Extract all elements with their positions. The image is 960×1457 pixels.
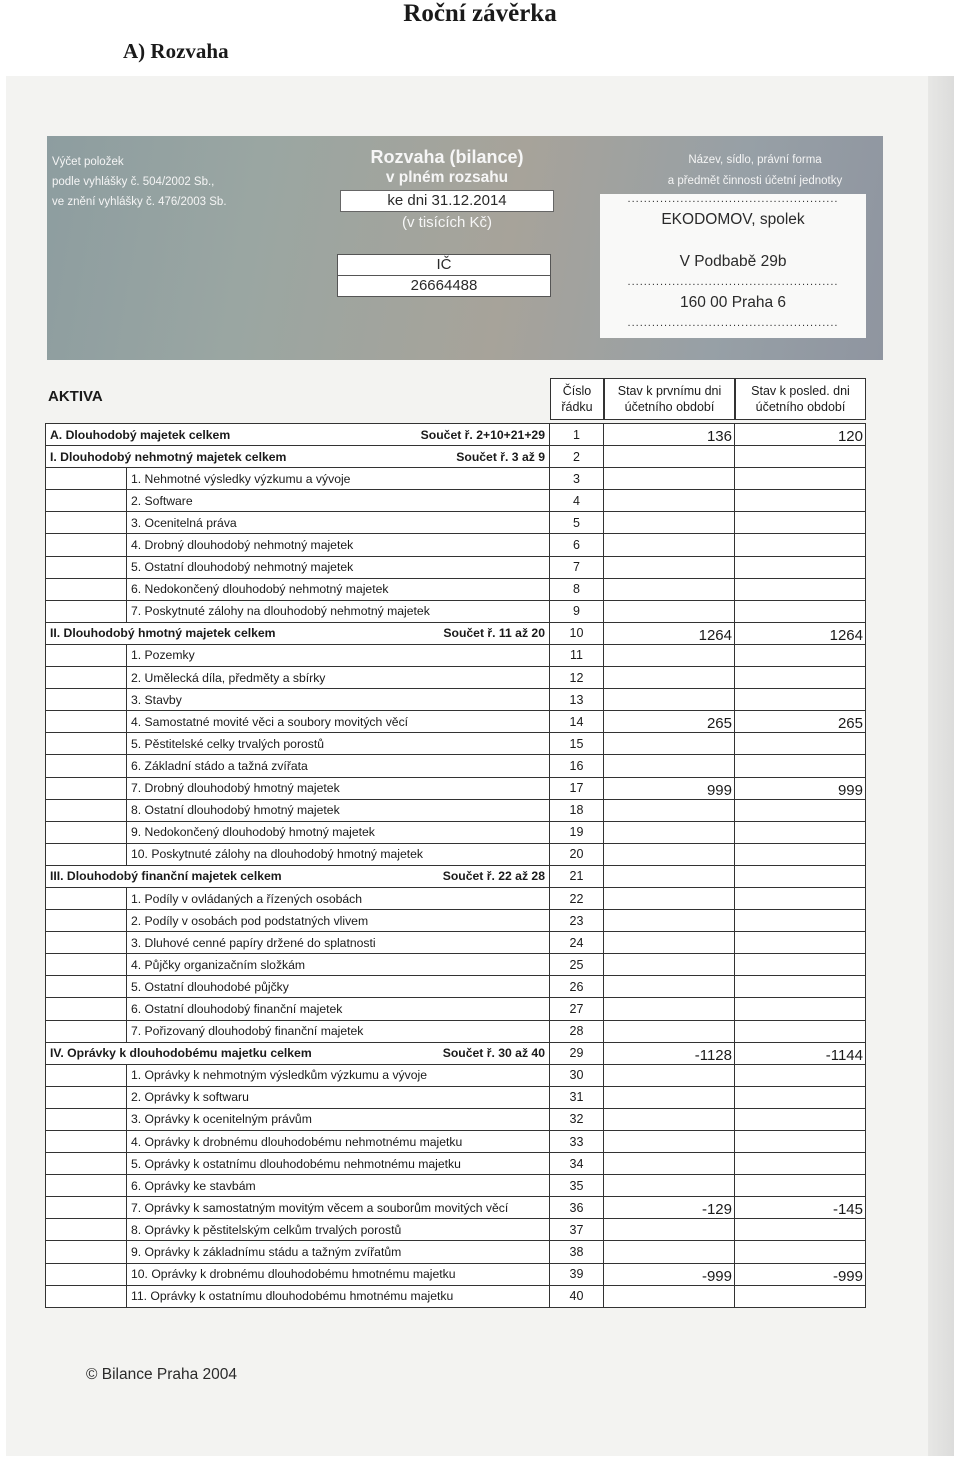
form-subtitle: v plném rozsahu bbox=[385, 169, 509, 186]
value-first-day bbox=[604, 1286, 735, 1307]
value-last-day bbox=[735, 1219, 866, 1240]
row-label: 1. Podíly v ovládaných a řízených osobách bbox=[131, 891, 363, 906]
row-label-cell bbox=[45, 1065, 550, 1086]
value-first-day: -129 bbox=[604, 1197, 735, 1218]
table-row bbox=[45, 1043, 866, 1065]
entity-box bbox=[600, 194, 866, 338]
row-sum-formula: Součet ř. 30 až 40 bbox=[442, 1046, 545, 1061]
value-last-day bbox=[735, 512, 866, 533]
table-row bbox=[45, 932, 866, 954]
row-label-cell bbox=[45, 490, 550, 511]
table-row bbox=[45, 1241, 866, 1263]
value-first-day bbox=[604, 557, 735, 578]
row-number: 21 bbox=[550, 866, 604, 887]
table-row bbox=[45, 976, 866, 998]
row-label: 4. Půjčky organizačním složkám bbox=[131, 957, 306, 972]
row-number: 1 bbox=[550, 424, 604, 445]
value-first-day bbox=[604, 822, 735, 843]
value-last-day bbox=[735, 1065, 866, 1086]
table-row bbox=[45, 490, 866, 512]
value-last-day bbox=[735, 557, 866, 578]
row-label-cell bbox=[45, 1175, 550, 1196]
row-label: 4. Samostatné movité věci a soubory movitých věcí bbox=[131, 714, 409, 729]
value-last-day bbox=[735, 1087, 866, 1108]
table-row bbox=[45, 468, 866, 490]
row-label-cell bbox=[45, 998, 550, 1019]
value-first-day bbox=[604, 512, 735, 533]
table-row bbox=[45, 1131, 866, 1153]
value-first-day: 265 bbox=[604, 711, 735, 732]
row-label-cell bbox=[45, 888, 550, 909]
table-row bbox=[45, 446, 866, 468]
table-row bbox=[45, 1109, 866, 1131]
scanned-form bbox=[6, 76, 954, 1456]
page-title: Roční závěrka bbox=[403, 0, 557, 27]
value-last-day: -999 bbox=[735, 1264, 866, 1285]
row-number: 29 bbox=[550, 1043, 604, 1064]
table-row bbox=[45, 1087, 866, 1109]
row-number: 34 bbox=[550, 1153, 604, 1174]
row-label-cell bbox=[45, 667, 550, 688]
value-first-day bbox=[604, 1109, 735, 1130]
table-row bbox=[45, 888, 866, 910]
value-last-day bbox=[735, 844, 866, 865]
value-first-day bbox=[604, 954, 735, 975]
value-first-day bbox=[604, 976, 735, 997]
table-row bbox=[45, 1065, 866, 1087]
row-label: 5. Ostatní dlouhodobé půjčky bbox=[131, 979, 289, 994]
row-label-cell bbox=[45, 954, 550, 975]
value-first-day bbox=[604, 645, 735, 666]
value-first-day bbox=[604, 866, 735, 887]
value-last-day bbox=[735, 689, 866, 710]
value-last-day bbox=[735, 888, 866, 909]
value-last-day bbox=[735, 866, 866, 887]
table-row bbox=[45, 689, 866, 711]
regulation-note bbox=[52, 152, 227, 212]
value-first-day: -999 bbox=[604, 1264, 735, 1285]
value-first-day bbox=[604, 667, 735, 688]
regulation-note-line: ve znění vyhlášky č. 476/2003 Sb. bbox=[52, 196, 227, 208]
row-label-cell bbox=[45, 778, 550, 799]
row-label: IV. Oprávky k dlouhodobému majetku celkem bbox=[50, 1046, 312, 1061]
row-label-cell bbox=[45, 1021, 550, 1042]
value-last-day bbox=[735, 468, 866, 489]
row-label-cell bbox=[45, 1087, 550, 1108]
value-first-day bbox=[604, 1065, 735, 1086]
row-label-cell bbox=[45, 822, 550, 843]
value-first-day bbox=[604, 844, 735, 865]
regulation-note-line: Výčet položek bbox=[52, 156, 124, 168]
value-first-day bbox=[604, 755, 735, 776]
row-label-cell bbox=[45, 534, 550, 555]
column-header-first-day: Stav k prvnímu dni účetního období bbox=[604, 378, 735, 420]
aktiva-heading: AKTIVA bbox=[48, 388, 103, 405]
table-row bbox=[45, 1197, 866, 1219]
value-last-day bbox=[735, 579, 866, 600]
value-last-day bbox=[735, 1286, 866, 1307]
table-row bbox=[45, 1286, 866, 1308]
table-row bbox=[45, 866, 866, 888]
row-label: 6. Oprávky ke stavbám bbox=[131, 1178, 256, 1193]
row-label-cell bbox=[45, 733, 550, 754]
row-number: 17 bbox=[550, 778, 604, 799]
value-first-day: -1128 bbox=[604, 1043, 735, 1064]
value-first-day bbox=[604, 998, 735, 1019]
row-label-cell bbox=[45, 446, 550, 467]
value-first-day bbox=[604, 1241, 735, 1262]
row-label-cell bbox=[45, 579, 550, 600]
table-row bbox=[45, 512, 866, 534]
row-label-cell bbox=[45, 755, 550, 776]
value-last-day bbox=[735, 534, 866, 555]
row-label-cell bbox=[45, 1197, 550, 1218]
table-row bbox=[45, 800, 866, 822]
row-number: 27 bbox=[550, 998, 604, 1019]
row-label-cell bbox=[45, 976, 550, 997]
table-row bbox=[45, 711, 866, 733]
row-number: 15 bbox=[550, 733, 604, 754]
value-last-day bbox=[735, 490, 866, 511]
value-first-day bbox=[604, 468, 735, 489]
value-last-day bbox=[735, 667, 866, 688]
row-label: 5. Pěstitelské celky trvalých porostů bbox=[131, 736, 325, 751]
row-number: 8 bbox=[550, 579, 604, 600]
value-last-day bbox=[735, 755, 866, 776]
row-number: 39 bbox=[550, 1264, 604, 1285]
row-number: 9 bbox=[550, 601, 604, 622]
column-header-last-day: Stav k posled. dni účetního období bbox=[735, 378, 866, 420]
table-row bbox=[45, 645, 866, 667]
row-label-cell bbox=[45, 645, 550, 666]
row-number: 22 bbox=[550, 888, 604, 909]
row-label: 3. Stavby bbox=[131, 692, 182, 707]
ic-box bbox=[337, 254, 551, 297]
value-first-day bbox=[604, 1087, 735, 1108]
row-label: 1. Oprávky k nehmotným výsledkům výzkumu a vývoje bbox=[131, 1068, 427, 1083]
copyright-footer: © Bilance Praha 2004 bbox=[86, 1366, 238, 1383]
row-label-cell bbox=[45, 1153, 550, 1174]
row-label-cell bbox=[45, 557, 550, 578]
value-first-day bbox=[604, 490, 735, 511]
row-number: 23 bbox=[550, 910, 604, 931]
row-sum-formula: Součet ř. 3 až 9 bbox=[456, 449, 545, 464]
table-row bbox=[45, 1175, 866, 1197]
table-row bbox=[45, 1264, 866, 1286]
value-last-day bbox=[735, 1175, 866, 1196]
table-row bbox=[45, 557, 866, 579]
value-first-day bbox=[604, 1219, 735, 1240]
table-row bbox=[45, 844, 866, 866]
row-label: A. Dlouhodobý majetek celkem bbox=[50, 427, 231, 442]
value-first-day bbox=[604, 446, 735, 467]
table-row bbox=[45, 910, 866, 932]
row-label-cell bbox=[45, 932, 550, 953]
row-number: 37 bbox=[550, 1219, 604, 1240]
value-last-day bbox=[735, 976, 866, 997]
row-label: 3. Dluhové cenné papíry držené do splatnosti bbox=[131, 935, 376, 950]
value-last-day bbox=[735, 800, 866, 821]
row-number: 35 bbox=[550, 1175, 604, 1196]
row-number: 2 bbox=[550, 446, 604, 467]
row-label-cell bbox=[45, 1241, 550, 1262]
report-date: ke dni 31.12.2014 bbox=[340, 190, 554, 212]
dotted-line: .................................................... bbox=[627, 194, 839, 205]
currency-unit: (v tisících Kč) bbox=[401, 214, 492, 231]
row-label: 7. Poskytnuté zálohy na dlouhodobý nehmotný majetek bbox=[131, 604, 430, 619]
row-label: 6. Základní stádo a tažná zvířata bbox=[131, 758, 308, 773]
table-row bbox=[45, 755, 866, 777]
value-first-day bbox=[604, 579, 735, 600]
row-label: 3. Ocenitelná práva bbox=[131, 515, 237, 530]
value-first-day bbox=[604, 689, 735, 710]
entity-caption bbox=[637, 150, 873, 192]
value-last-day bbox=[735, 822, 866, 843]
value-last-day bbox=[735, 645, 866, 666]
row-label: 2. Podíly v osobách pod podstatných vlivem bbox=[131, 913, 369, 928]
form-header bbox=[47, 136, 883, 360]
row-number: 11 bbox=[550, 645, 604, 666]
table-row bbox=[45, 733, 866, 755]
form-title-block bbox=[327, 146, 567, 233]
table-row bbox=[45, 954, 866, 976]
row-number: 3 bbox=[550, 468, 604, 489]
entity-caption-line: Název, sídlo, právní forma bbox=[688, 154, 822, 166]
row-label: 9. Nedokončený dlouhodobý hmotný majetek bbox=[131, 825, 375, 840]
value-first-day bbox=[604, 910, 735, 931]
value-last-day bbox=[735, 733, 866, 754]
row-label: I. Dlouhodobý nehmotný majetek celkem bbox=[50, 449, 287, 464]
row-number: 28 bbox=[550, 1021, 604, 1042]
row-number: 20 bbox=[550, 844, 604, 865]
value-last-day: 265 bbox=[735, 711, 866, 732]
row-number: 40 bbox=[550, 1286, 604, 1307]
row-number: 32 bbox=[550, 1109, 604, 1130]
row-label: 7. Pořizovaný dlouhodobý finanční majetek bbox=[131, 1024, 364, 1039]
ic-value: 26664488 bbox=[338, 275, 550, 296]
row-label: II. Dlouhodobý hmotný majetek celkem bbox=[50, 626, 276, 641]
row-number: 19 bbox=[550, 822, 604, 843]
value-first-day bbox=[604, 1153, 735, 1174]
row-number: 4 bbox=[550, 490, 604, 511]
row-label-cell bbox=[45, 1131, 550, 1152]
value-first-day bbox=[604, 800, 735, 821]
value-last-day: 120 bbox=[735, 424, 866, 445]
table-row bbox=[45, 623, 866, 645]
value-last-day bbox=[735, 998, 866, 1019]
row-label-cell bbox=[45, 844, 550, 865]
row-label-cell bbox=[45, 468, 550, 489]
table-row bbox=[45, 822, 866, 844]
row-number: 13 bbox=[550, 689, 604, 710]
value-first-day bbox=[604, 1131, 735, 1152]
row-number: 12 bbox=[550, 667, 604, 688]
row-label-cell bbox=[45, 1219, 550, 1240]
row-label: 1. Pozemky bbox=[131, 648, 195, 663]
row-label: 10. Poskytnuté zálohy na dlouhodobý hmotný majetek bbox=[131, 847, 424, 862]
value-last-day bbox=[735, 1109, 866, 1130]
regulation-note-line: podle vyhlášky č. 504/2002 Sb., bbox=[52, 176, 215, 188]
row-label: III. Dlouhodobý finanční majetek celkem bbox=[50, 869, 282, 884]
row-label: 5. Oprávky k ostatnímu dlouhodobému nehmotnému majetku bbox=[131, 1156, 461, 1171]
row-label: 2. Umělecká díla, předměty a sbírky bbox=[131, 670, 326, 685]
value-last-day: -145 bbox=[735, 1197, 866, 1218]
ic-label: IČ bbox=[436, 256, 452, 273]
row-label: 6. Nedokončený dlouhodobý nehmotný majetek bbox=[131, 582, 389, 597]
table-row bbox=[45, 778, 866, 800]
column-header-row-number: Číslo řádku bbox=[550, 378, 604, 420]
row-label: 11. Oprávky k ostatnímu dlouhodobému hmotnému majetku bbox=[131, 1289, 454, 1304]
row-label-cell bbox=[45, 601, 550, 622]
table-row bbox=[45, 534, 866, 556]
balance-table bbox=[45, 423, 866, 1308]
row-label-cell bbox=[45, 1043, 550, 1064]
value-first-day bbox=[604, 534, 735, 555]
row-label: 10. Oprávky k drobnému dlouhodobému hmotnému majetku bbox=[131, 1267, 456, 1282]
value-first-day bbox=[604, 888, 735, 909]
row-label-cell bbox=[45, 1109, 550, 1130]
table-row bbox=[45, 667, 866, 689]
row-label: 4. Oprávky k drobnému dlouhodobému nehmotnému majetku bbox=[131, 1134, 463, 1149]
row-label-cell bbox=[45, 910, 550, 931]
row-label: 2. Software bbox=[131, 493, 193, 508]
row-number: 31 bbox=[550, 1087, 604, 1108]
row-number: 38 bbox=[550, 1241, 604, 1262]
row-number: 18 bbox=[550, 800, 604, 821]
row-label: 1. Nehmotné výsledky výzkumu a vývoje bbox=[131, 471, 351, 486]
value-first-day: 999 bbox=[604, 778, 735, 799]
value-last-day: -1144 bbox=[735, 1043, 866, 1064]
value-first-day bbox=[604, 1175, 735, 1196]
row-label-cell bbox=[45, 689, 550, 710]
form-title: Rozvaha (bilance) bbox=[370, 147, 524, 167]
row-number: 25 bbox=[550, 954, 604, 975]
value-last-day: 1264 bbox=[735, 623, 866, 644]
row-sum-formula: Součet ř. 2+10+21+29 bbox=[420, 427, 545, 442]
value-last-day bbox=[735, 954, 866, 975]
row-number: 10 bbox=[550, 623, 604, 644]
entity-caption-line: a předmět činnosti účetní jednotky bbox=[667, 175, 843, 187]
row-number: 24 bbox=[550, 932, 604, 953]
row-sum-formula: Součet ř. 22 až 28 bbox=[442, 869, 545, 884]
entity-name: EKODOMOV, spolek bbox=[661, 211, 805, 228]
row-label: 3. Oprávky k ocenitelným právům bbox=[131, 1112, 312, 1127]
row-label: 2. Oprávky k softwaru bbox=[131, 1090, 249, 1105]
row-label-cell bbox=[45, 800, 550, 821]
table-row bbox=[45, 601, 866, 623]
value-first-day bbox=[604, 601, 735, 622]
row-label: 7. Oprávky k samostatným movitým věcem a souborům movitých věcí bbox=[131, 1200, 509, 1215]
entity-city: 160 00 Praha 6 bbox=[679, 294, 786, 311]
value-last-day bbox=[735, 1131, 866, 1152]
value-last-day bbox=[735, 446, 866, 467]
table-row bbox=[45, 579, 866, 601]
row-label-cell bbox=[45, 866, 550, 887]
row-label-cell bbox=[45, 1286, 550, 1307]
value-last-day bbox=[735, 932, 866, 953]
row-label: 5. Ostatní dlouhodobý nehmotný majetek bbox=[131, 560, 354, 575]
row-number: 6 bbox=[550, 534, 604, 555]
table-row bbox=[45, 1021, 866, 1043]
value-first-day bbox=[604, 1021, 735, 1042]
value-first-day bbox=[604, 733, 735, 754]
dotted-line: .................................................... bbox=[627, 318, 839, 329]
value-first-day bbox=[604, 932, 735, 953]
table-row bbox=[45, 1219, 866, 1241]
row-label: 4. Drobný dlouhodobý nehmotný majetek bbox=[131, 538, 354, 553]
row-number: 7 bbox=[550, 557, 604, 578]
row-label-cell bbox=[45, 424, 550, 445]
section-label: A) Rozvaha bbox=[123, 39, 229, 63]
table-row bbox=[45, 1153, 866, 1175]
value-last-day bbox=[735, 1153, 866, 1174]
value-last-day: 999 bbox=[735, 778, 866, 799]
value-first-day: 1264 bbox=[604, 623, 735, 644]
row-number: 30 bbox=[550, 1065, 604, 1086]
entity-street: V Podbabě 29b bbox=[679, 253, 787, 270]
row-number: 26 bbox=[550, 976, 604, 997]
table-row bbox=[45, 424, 866, 446]
value-last-day bbox=[735, 910, 866, 931]
row-label-cell bbox=[45, 1264, 550, 1285]
row-label: 8. Oprávky k pěstitelským celkům trvalých porostů bbox=[131, 1222, 402, 1237]
value-first-day: 136 bbox=[604, 424, 735, 445]
row-number: 33 bbox=[550, 1131, 604, 1152]
dotted-line: .................................................... bbox=[627, 277, 839, 288]
row-label: 7. Drobný dlouhodobý hmotný majetek bbox=[131, 781, 340, 796]
row-label: 9. Oprávky k základnímu stádu a tažným zvířatům bbox=[131, 1245, 402, 1260]
row-label-cell bbox=[45, 512, 550, 533]
value-last-day bbox=[735, 1021, 866, 1042]
row-number: 36 bbox=[550, 1197, 604, 1218]
row-number: 16 bbox=[550, 755, 604, 776]
row-sum-formula: Součet ř. 11 až 20 bbox=[443, 626, 545, 641]
row-number: 5 bbox=[550, 512, 604, 533]
row-label-cell bbox=[45, 711, 550, 732]
row-label: 8. Ostatní dlouhodobý hmotný majetek bbox=[131, 803, 340, 818]
value-last-day bbox=[735, 601, 866, 622]
row-label: 6. Ostatní dlouhodobý finanční majetek bbox=[131, 1001, 343, 1016]
value-last-day bbox=[735, 1241, 866, 1262]
row-number: 14 bbox=[550, 711, 604, 732]
row-label-cell bbox=[45, 623, 550, 644]
table-row bbox=[45, 998, 866, 1020]
scan-edge bbox=[928, 76, 954, 1456]
